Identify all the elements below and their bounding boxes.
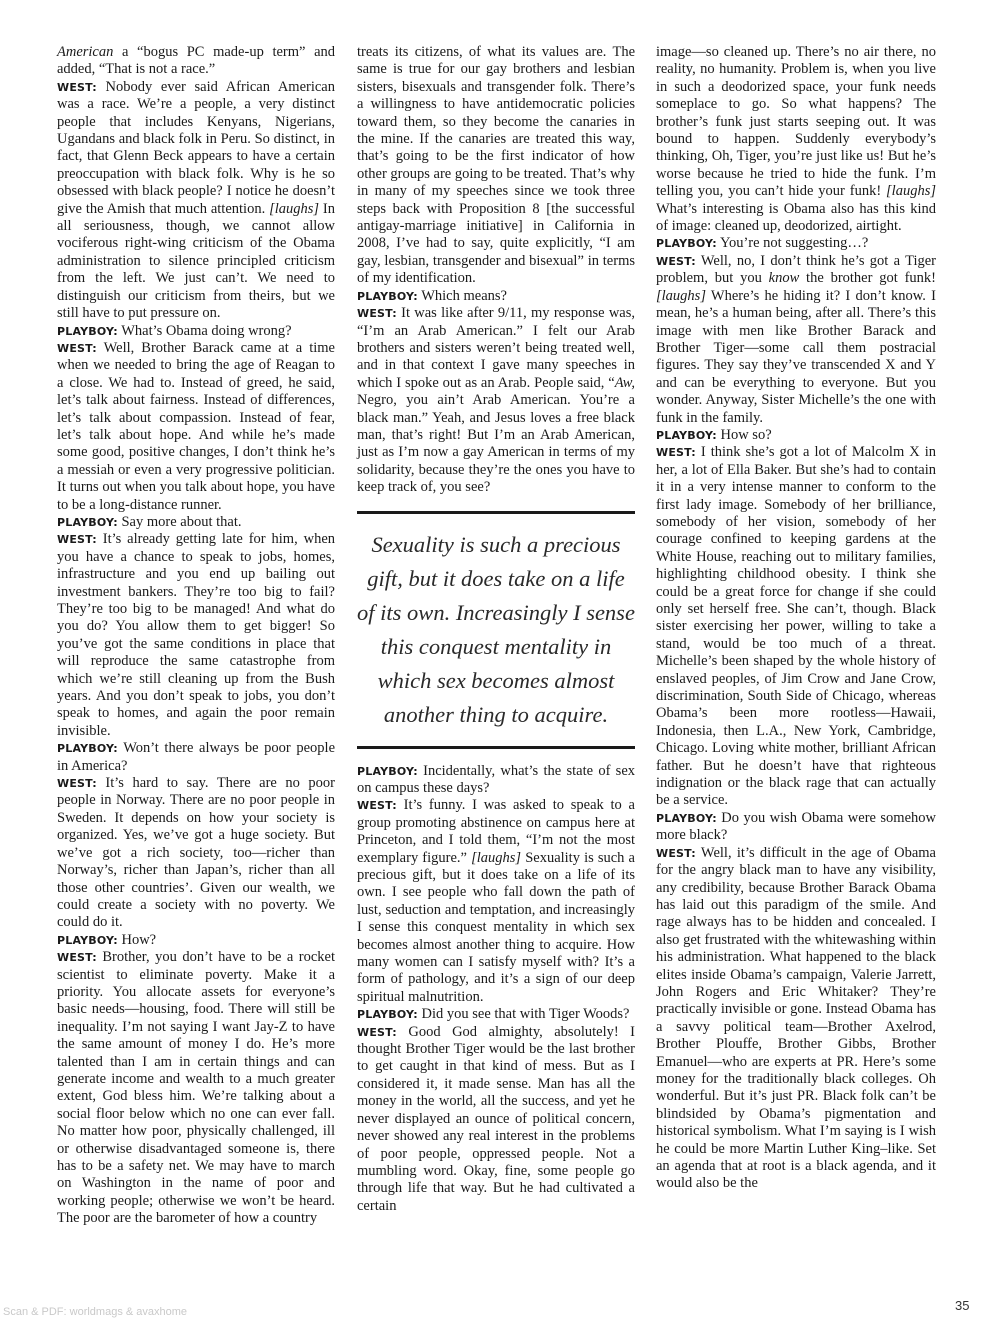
text-segment: Good God almighty, absolutely! I thought Brother Tiger would be the last brother to get caught in that kind of mess. But as I considered it, it made sense. Man has all the money in the world, all the success, and yet he never displayed an ounce of political concern, never showed any real interest in the problems of poor people, oppressed people. Not a mumbling word. Okay, fine, some people go through life that way. But he had cultivated a certain — [357, 1023, 635, 1214]
text-segment: Well, it’s difficult in the age of Obama for the angry black man to have any visibility, any credibility, because Brother Barack Obama has laid out this paradigm of the smile. And rage always has to be hidden and concealed. I also get frustrated with the whitewashing within his administration. What happened to the black elites inside Obama’s campaign, Valerie Jarrett, John Rogers and Eric Whitaker? They’re practically invisible or gone. Instead Obama has a savvy political team—Brother Axelrod, Brother Plouffe, Brother Gibbs, Brother Emanuel—who are experts at PR. Here’s some money for the traditionally black colleges. Oh wonderful. But it’s just PR. Black folk can’t be blindsided by Obama’s pigmentation and historical symbolism. What I’m saying is I wish he could be more Martin Luther King–like. Set an agenda that at root is a black agenda, and it would also be the — [656, 844, 936, 1192]
text-segment: It’s hard to say. There are no poor people in Norway. There are no poor people in Sweden. It depends on how your society is organized. Yes, we’ve got a huge society. But we’ve got a rich society, too—richer than Norway’s, richer than Japan’s, richer than all those other countries’. Given our wealth, we could create a society with no poverty. We could do it. — [57, 775, 335, 931]
article-paragraph — [656, 810, 936, 845]
text-segment: In all seriousness, though, we cannot allow vociferous right-wing criticism of the Obama administration to silence principled criticism from the left. We just can’t. We need to distinguish our criticism from theirs, but we still have to put pressure on. — [57, 200, 335, 322]
article-paragraph — [357, 763, 635, 798]
text-segment: [laughs] — [656, 287, 706, 304]
article-column-3 — [656, 44, 936, 1193]
speaker-label: PLAYBOY: — [57, 933, 118, 947]
speaker-label: PLAYBOY: — [656, 811, 717, 825]
text-segment: Which means? — [417, 287, 507, 304]
article-paragraph — [57, 775, 335, 932]
text-segment: How so? — [716, 426, 772, 443]
article-column-1 — [57, 44, 335, 1228]
text-segment: a “bogus PC made-up term” and added, “That is not a race.” — [57, 44, 335, 78]
text-segment: the brother got funk! — [799, 270, 936, 287]
article-paragraph — [57, 932, 335, 949]
text-segment: Incidentally, what’s the state of sex on campus these days? — [357, 762, 635, 796]
text-segment: Brother, you don’t have to be a rocket scientist to eliminate poverty. Make it a priority. You allocate assets for everyone’s basic needs—housing, food. There will still be inequality. I’m not saying I want Jay-Z to have the same amount of money I do. He’s more talented than I am in certain things and can generate income and wealth to a much greater extent, God bless him. We’re talking about a social floor below which no one can ever fall. No matter how poor, physically challenged, ill or otherwise disadvantaged someone is, there has to be a safety net. We may have to march on Washington in the name of poor and working people; otherwise we won’t be heard. The poor are the barometer of how a country — [57, 949, 335, 1227]
text-segment: Did you see that with Tiger Woods? — [417, 1006, 630, 1023]
speaker-label: PLAYBOY: — [357, 289, 418, 303]
speaker-label: PLAYBOY: — [57, 515, 118, 529]
article-paragraph — [57, 44, 335, 79]
text-segment: How? — [117, 931, 157, 948]
text-segment: Say more about that. — [117, 513, 242, 530]
text-segment: What’s interesting is Obama also has this kind of image: cleaned up, deodorized, airtight. — [656, 200, 936, 235]
text-segment: It’s funny. I was asked to speak to a group promoting abstinence on campus here at Princeton, and I told them, “I’m not the most exemplary figure.” — [357, 797, 635, 866]
article-paragraph — [57, 323, 335, 340]
text-segment: [laughs] — [269, 200, 320, 217]
scan-credit: Scan & PDF: worldmags & avaxhome — [3, 1306, 188, 1318]
article-paragraph — [357, 1006, 635, 1023]
text-segment: Sexuality is such a precious gift, but it does take on a life of its own. I see people who fall down the path of lust, seduction and temptation, and increasingly I sense this conquest mentality in which sex becomes almost another thing to acquire. How many women can I satisfy myself with? It’s a form of pathology, and it’s a sign of our deep spiritual malnutrition. — [357, 849, 635, 1005]
speaker-label: WEST: — [656, 254, 696, 268]
article-paragraph — [57, 531, 335, 740]
article-paragraph — [656, 845, 936, 1193]
article-paragraph — [57, 79, 335, 323]
text-segment: image—so cleaned up. There’s no air there, no reality, no humanity. Problem is, when you live in such a deodorized space, your funk needs someplace to go. So what happens? The brother’s funk just starts seeping out. It was bound to happen. Suddenly everybody’s thinking, Oh, Tiger, you’re just like us! But he’s worse because he tried to hide the funk. I’m telling you, you can’t hide your funk! — [656, 44, 936, 200]
text-segment: It’s already getting late for him, when you have a chance to speak to jobs, homes, infrastructure and you end up bailing out investment bankers. They’re too big to fail? They’re too big to be managed! And what do you do? You allow them to get bigger! So you’ve got the same conditions in place that will reproduce the same catastrophe from which we’re still cleaning up from the Bush years. And you don’t speak to jobs, you don’t speak to homes, and again the poor remain invisible. — [57, 531, 335, 739]
article-column-2 — [357, 44, 635, 1215]
text-segment: [laughs] — [471, 849, 522, 866]
article-paragraph — [57, 949, 335, 1228]
text-segment: know — [768, 270, 800, 287]
text-segment: Where’s he hiding it? I don’t know. I mean, he’s a human being, after all. There’s this image with men like Brother Barack and Brother Tiger—some call them postracial figures. They say they’ve transcended X and Y and can be everything to everyone. But you wonder. Anyway, Sister Michelle’s the one with funk in the family. — [656, 287, 936, 426]
speaker-label: PLAYBOY: — [57, 742, 118, 756]
text-segment: Nobody ever said African American was a race. We’re a people, a very distinct people that includes Kenyans, Nigerians, Ugandans and black folk in Peru. So distinct, in fact, that Glenn Beck appears to have a certain preoccupation with black folk. Why is he so obsessed with black people? I notice he doesn’t give the Amish that much attention. — [57, 78, 335, 217]
speaker-label: WEST: — [656, 446, 696, 460]
article-paragraph — [357, 44, 635, 288]
article-paragraph — [357, 305, 635, 496]
article-paragraph — [656, 427, 936, 444]
text-segment: American — [57, 44, 114, 60]
text-segment: What’s Obama doing wrong? — [117, 322, 292, 339]
pull-quote: Sexuality is such a precious gift, but it does take on a life of its own. Increasingly I sense this conquest mentality in which sex becomes almost another thing to acquire. — [357, 511, 635, 749]
article-paragraph — [57, 740, 335, 775]
text-segment: Won’t there always be poor people in America? — [57, 740, 335, 774]
speaker-label: WEST: — [357, 307, 397, 321]
speaker-label: WEST: — [357, 799, 397, 813]
text-segment: Negro, you ain’t Arab American. You’re a black man.” Yeah, and Jesus loves a free black man, that’s right! But I’m an Arab American, just as I’m now a gay American in terms of my solidarity, because they’re the ones you have to keep track of, you see? — [357, 392, 635, 496]
speaker-label: PLAYBOY: — [357, 764, 418, 778]
article-paragraph — [357, 288, 635, 305]
article-paragraph — [57, 340, 335, 514]
article-paragraph — [656, 253, 936, 427]
speaker-label: WEST: — [57, 80, 97, 94]
article-paragraph — [656, 235, 936, 252]
text-segment: It was like after 9/11, my response was, “I’m an Arab American.” I felt our Arab brothers and sisters weren’t being treated well, and in that context I gave many speeches in which I spoke out as an Arab. People said, “ — [357, 305, 635, 391]
article-paragraph — [656, 44, 936, 235]
speaker-label: WEST: — [357, 1025, 397, 1039]
article-paragraph — [357, 797, 635, 1006]
speaker-label: WEST: — [57, 533, 97, 547]
speaker-label: PLAYBOY: — [656, 237, 717, 251]
speaker-label: PLAYBOY: — [656, 428, 717, 442]
text-segment: [laughs] — [886, 183, 936, 200]
speaker-label: PLAYBOY: — [57, 324, 118, 338]
text-segment: treats its citizens, of what its values are. The same is true for our gay brothers and lesbian sisters, bisexuals and transgender folk. There’s a willingness to have antidemocratic policies toward them, so they become the canaries in the mine. If the canaries are treated this way, that’s going to be the first indicator of how other groups are going to be treated. That’s why in many of my speeches since we took three steps back with Proposition 8 [the successful antigay-marriage initiative] in California in 2008, I’ve had to say, quite explicitly, “I am gay, lesbian, transgender and bisexual” in terms of my identification. — [357, 44, 635, 287]
speaker-label: WEST: — [57, 777, 97, 791]
text-segment: Do you wish Obama were somehow more black? — [656, 809, 936, 844]
text-segment: You’re not suggesting…? — [716, 235, 869, 252]
text-segment: Aw, — [614, 374, 635, 391]
article-paragraph — [357, 1024, 635, 1215]
speaker-label: WEST: — [656, 846, 696, 860]
article-paragraph — [656, 444, 936, 810]
speaker-label: WEST: — [57, 951, 97, 965]
text-segment: Well, no, I don’t think he’s got a Tiger problem, but you — [656, 252, 936, 287]
page-number: 35 — [955, 1298, 970, 1313]
text-segment: Well, Brother Barack came at a time when we needed to bring the age of Reagan to a close. We had to. Instead of greed, he said, let’s talk about fairness. Instead of differences, let’s talk about compassion. Instead of fear, let’s talk about hope. And while he’s made some good, positive changes, I don’t think he’s a messiah or even a very progressive politician. It turns out when you talk about hope, you have to be a long-distance runner. — [57, 339, 335, 513]
article-paragraph — [57, 514, 335, 531]
text-segment: I think she’s got a lot of Malcolm X in her, a lot of Ella Baker. But she’s had to contain it in a very intense manner to conform to the first lady image. Somebody of her brilliance, somebody of her vision, somebody of her courage confined to keeping gardens at the White House, reaching out to military families, highlighting childhood obesity. I think she could be a great force for change if she could only set herself free. She can’t, though. Black sister exercising her power, willing to take a stand, would be too much of a threat. Michelle’s been shaped by the whole history of enslaved peoples, of Jim Crow and Jane Crow, discrimination, South Side of Chicago, whereas Obama’s been more rootless—Hawaii, Indonesia, then L.A., New York, Cambridge, Chicago. Loving white mother, brilliant African father. But he doesn’t have that righteous indignation or the black rage that can actually be a service. — [656, 444, 936, 809]
speaker-label: PLAYBOY: — [357, 1008, 418, 1022]
speaker-label: WEST: — [57, 341, 97, 355]
